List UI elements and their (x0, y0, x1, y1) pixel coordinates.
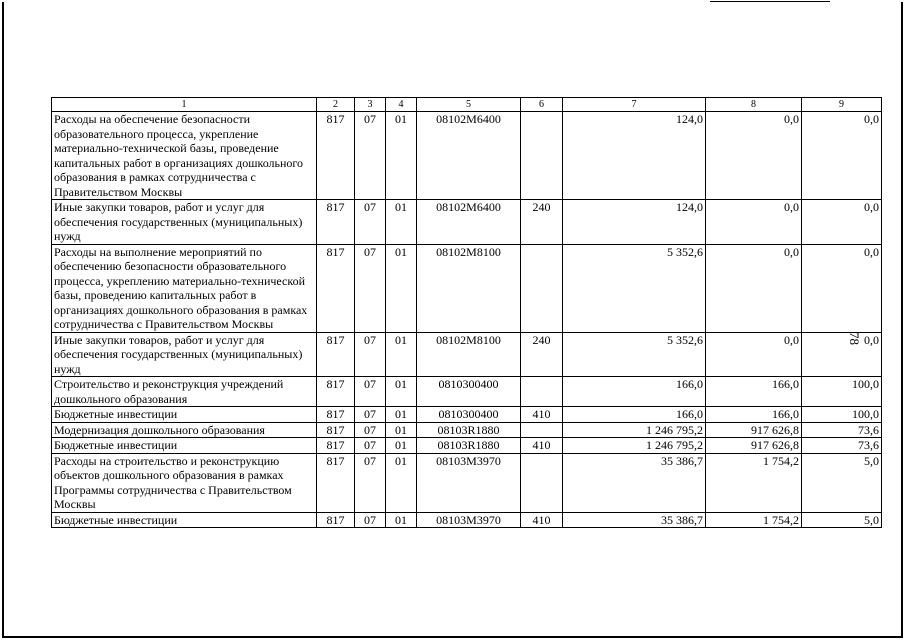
section-code-cell: 07 (355, 112, 386, 200)
table-row (52, 332, 882, 377)
ministry-code-cell: 817 (317, 438, 355, 454)
target-article-cell: 0810300400 (417, 407, 521, 423)
percent-cell: 100,0 (802, 407, 882, 423)
subsection-code-cell: 01 (386, 407, 417, 423)
header-row (52, 98, 882, 112)
expense-type-cell: 410 (521, 512, 563, 528)
plan-amount-cell: 5 352,6 (563, 332, 706, 377)
percent-cell: 0,0 (802, 200, 882, 245)
expense-type-cell: 240 (521, 332, 563, 377)
percent-cell: 0,0 (802, 332, 882, 377)
actual-amount-cell: 0,0 (706, 332, 802, 377)
percent-cell: 5,0 (802, 453, 882, 512)
actual-amount-cell: 0,0 (706, 244, 802, 332)
expense-name-cell: Бюджетные инвестиции (52, 512, 317, 528)
ministry-code-cell: 817 (317, 244, 355, 332)
percent-cell: 100,0 (802, 377, 882, 407)
subsection-code-cell: 01 (386, 112, 417, 200)
subsection-code-cell: 01 (386, 422, 417, 438)
target-article-cell: 08103М3970 (417, 453, 521, 512)
expense-name-cell: Строительство и реконструкция учреждений дошкольного образования (52, 377, 317, 407)
subsection-code-cell: 01 (386, 332, 417, 377)
subsection-code-cell: 01 (386, 438, 417, 454)
section-code-cell: 07 (355, 332, 386, 377)
table-row (52, 453, 882, 512)
actual-amount-cell: 917 626,8 (706, 438, 802, 454)
percent-cell: 73,6 (802, 438, 882, 454)
subsection-code-cell: 01 (386, 244, 417, 332)
ministry-code-cell: 817 (317, 112, 355, 200)
actual-amount-cell: 917 626,8 (706, 422, 802, 438)
column-header: 9 (802, 98, 882, 112)
expense-name-cell: Расходы на обеспечение безопасности образовательного процесса, укрепление материально-технической базы, проведение капитальных работ в организациях дошкольного образования в рамках сотрудничества с Правительством Москвы (52, 112, 317, 200)
column-header: 2 (317, 98, 355, 112)
expense-name-cell: Бюджетные инвестиции (52, 438, 317, 454)
target-article-cell: 0810300400 (417, 377, 521, 407)
page-number: 78 (847, 332, 862, 345)
plan-amount-cell: 5 352,6 (563, 244, 706, 332)
percent-cell: 0,0 (802, 244, 882, 332)
column-header: 3 (355, 98, 386, 112)
ministry-code-cell: 817 (317, 200, 355, 245)
target-article-cell: 08103М3970 (417, 512, 521, 528)
plan-amount-cell: 1 246 795,2 (563, 422, 706, 438)
subsection-code-cell: 01 (386, 512, 417, 528)
section-code-cell: 07 (355, 438, 386, 454)
subsection-code-cell: 01 (386, 453, 417, 512)
subsection-code-cell: 01 (386, 200, 417, 245)
target-article-cell: 08103R1880 (417, 438, 521, 454)
actual-amount-cell: 166,0 (706, 377, 802, 407)
ministry-code-cell: 817 (317, 512, 355, 528)
section-code-cell: 07 (355, 407, 386, 423)
section-code-cell: 07 (355, 377, 386, 407)
expense-type-cell: 410 (521, 438, 563, 454)
actual-amount-cell: 1 754,2 (706, 512, 802, 528)
expense-type-cell (521, 244, 563, 332)
column-header: 7 (563, 98, 706, 112)
ministry-code-cell: 817 (317, 453, 355, 512)
percent-cell: 73,6 (802, 422, 882, 438)
expense-type-cell (521, 377, 563, 407)
table-row (52, 438, 882, 454)
plan-amount-cell: 124,0 (563, 200, 706, 245)
ministry-code-cell: 817 (317, 422, 355, 438)
expense-name-cell: Иные закупки товаров, работ и услуг для обеспечения государственных (муниципальных) нужд (52, 200, 317, 245)
table-row (52, 422, 882, 438)
actual-amount-cell: 0,0 (706, 112, 802, 200)
actual-amount-cell: 0,0 (706, 200, 802, 245)
section-code-cell: 07 (355, 422, 386, 438)
section-code-cell: 07 (355, 200, 386, 245)
plan-amount-cell: 35 386,7 (563, 512, 706, 528)
subsection-code-cell: 01 (386, 377, 417, 407)
expense-name-cell: Иные закупки товаров, работ и услуг для обеспечения государственных (муниципальных) нужд (52, 332, 317, 377)
expense-name-cell: Расходы на строительство и реконструкцию объектов дошкольного образования в рамках Программы сотрудничества с Правительством Москвы (52, 453, 317, 512)
actual-amount-cell: 166,0 (706, 407, 802, 423)
table-row (52, 512, 882, 528)
expense-type-cell (521, 453, 563, 512)
ministry-code-cell: 817 (317, 332, 355, 377)
section-code-cell: 07 (355, 453, 386, 512)
ministry-code-cell: 817 (317, 407, 355, 423)
plan-amount-cell: 166,0 (563, 407, 706, 423)
section-code-cell: 07 (355, 512, 386, 528)
budget-table (51, 97, 882, 528)
table-row (52, 407, 882, 423)
column-header: 4 (386, 98, 417, 112)
percent-cell: 5,0 (802, 512, 882, 528)
actual-amount-cell: 1 754,2 (706, 453, 802, 512)
table-row (52, 244, 882, 332)
expense-name-cell: Модернизация дошкольного образования (52, 422, 317, 438)
expense-type-cell (521, 112, 563, 200)
table-row (52, 112, 882, 200)
expense-type-cell: 410 (521, 407, 563, 423)
plan-amount-cell: 35 386,7 (563, 453, 706, 512)
expense-type-cell: 240 (521, 200, 563, 245)
percent-cell: 0,0 (802, 112, 882, 200)
top-rule (710, 1, 830, 2)
target-article-cell: 08102М6400 (417, 200, 521, 245)
plan-amount-cell: 166,0 (563, 377, 706, 407)
target-article-cell: 08102М8100 (417, 244, 521, 332)
column-header: 5 (417, 98, 521, 112)
section-code-cell: 07 (355, 244, 386, 332)
table-row (52, 377, 882, 407)
expense-name-cell: Бюджетные инвестиции (52, 407, 317, 423)
expense-name-cell: Расходы на выполнение мероприятий по обеспечению безопасности образовательного процесса, укреплению материально-технической базы, проведению капитальных работ в организациях дошкольного образования в рамках сотрудничества с Правительством Москвы (52, 244, 317, 332)
expense-type-cell (521, 422, 563, 438)
target-article-cell: 08102М6400 (417, 112, 521, 200)
ministry-code-cell: 817 (317, 377, 355, 407)
target-article-cell: 08102М8100 (417, 332, 521, 377)
target-article-cell: 08103R1880 (417, 422, 521, 438)
column-header: 8 (706, 98, 802, 112)
plan-amount-cell: 1 246 795,2 (563, 438, 706, 454)
plan-amount-cell: 124,0 (563, 112, 706, 200)
column-header: 1 (52, 98, 317, 112)
column-header: 6 (521, 98, 563, 112)
table-row (52, 200, 882, 245)
